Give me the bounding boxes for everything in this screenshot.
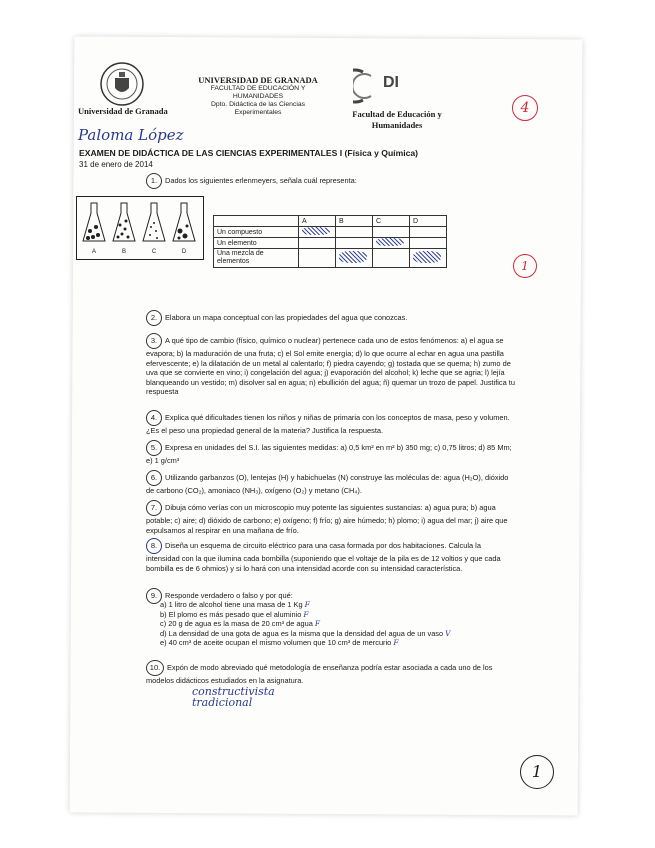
question-4 bbox=[146, 410, 516, 436]
university-name-left: Universidad de Granada bbox=[78, 106, 168, 116]
flask-b bbox=[111, 201, 137, 255]
flask-label: B bbox=[121, 249, 126, 255]
question-5 bbox=[146, 440, 516, 466]
grade-mark-bottom: 1 bbox=[520, 755, 554, 789]
question-7 bbox=[146, 500, 516, 535]
q9-answer: F bbox=[304, 600, 310, 609]
q9-item-text: d) La densidad de una gota de agua es la misma que la densidad del agua de un vaso bbox=[160, 628, 444, 638]
table-header bbox=[214, 216, 299, 227]
exam-date: 31 de enero de 2014 bbox=[79, 160, 153, 169]
pen-scribble-mark bbox=[302, 227, 330, 235]
q9-item bbox=[160, 638, 500, 648]
table-cell-marked bbox=[373, 238, 410, 249]
q9-item-text: c) 20 g de agua es la masa de 20 cm³ de agua bbox=[160, 619, 313, 629]
question-number: 4. bbox=[146, 410, 162, 426]
faculty-line-2: HUMANIDADES bbox=[232, 93, 284, 100]
faculty-logo-text: DI bbox=[383, 74, 399, 91]
q9-item-text: b) El plomo es más pesado que el aluminio bbox=[160, 609, 302, 619]
question-text: A qué tipo de cambio (físico, químico o nuclear) pertenece cada uno de estos fenómenos: a) el agua se evapora; b) la maduración de una fruta; c) el Sol emite energía; d) lo que ocurre al echar en agua una pastilla efervescente; e) la dilatación de un metal al calentarlo; f) piedra cayendo; g) tostada que se quema; h) zumo de uva que se convierte en vino; i) congelación del agua; j) evaporación del alcohol; k) leche que se agria; l) lejía blanqueando un vestido; m) disolver sal en agua; n) ebullición del agua; ñ) quemar un trozo de papel. Justifica tu respuesta bbox=[146, 336, 515, 397]
pen-scribble-mark bbox=[376, 238, 404, 246]
flask-c bbox=[141, 201, 167, 255]
q9-item-text: a) 1 litro de alcohol tiene una masa de 1 Kg bbox=[160, 600, 303, 609]
header-center bbox=[188, 75, 328, 117]
faculty-logo bbox=[353, 62, 411, 110]
table-cell bbox=[336, 227, 373, 238]
question-3 bbox=[146, 333, 516, 397]
table-cell bbox=[373, 249, 410, 268]
table-row bbox=[214, 238, 447, 249]
q9-item bbox=[160, 619, 500, 629]
question-text: Utilizando garbanzos (O), lentejas (H) y habichuelas (N) construye las moléculas de: agua (H₂O), dióxido de carbono (CO₂), amoniaco (NH₃), oxígeno (O₂) y metano (CH₄). bbox=[146, 473, 509, 495]
university-title: UNIVERSIDAD DE GRANADA bbox=[198, 75, 318, 85]
table-cell bbox=[336, 238, 373, 249]
exam-title: EXAMEN DE DIDÁCTICA DE LAS CIENCIAS EXPERIMENTALES I (Física y Química) bbox=[79, 148, 419, 158]
table-header: D bbox=[410, 216, 447, 227]
grade-mark-q1: 1 bbox=[513, 254, 537, 278]
flask-a bbox=[81, 201, 107, 255]
handwritten-line: constructivista bbox=[192, 685, 275, 698]
faculty-right-line-1: Facultad de Educación y bbox=[352, 109, 442, 119]
row-label: Un elemento bbox=[214, 238, 299, 249]
table-header-row bbox=[214, 216, 447, 227]
q9-answer: F bbox=[393, 638, 399, 648]
row-label: Una mezcla de elementos bbox=[214, 249, 299, 268]
table-header: B bbox=[336, 216, 373, 227]
table-cell-marked bbox=[299, 227, 336, 238]
question-6 bbox=[146, 470, 516, 496]
faculty-name-right bbox=[332, 109, 462, 131]
flask-d bbox=[171, 201, 197, 255]
university-seal-icon bbox=[98, 60, 146, 108]
table-cell bbox=[299, 238, 336, 249]
row-label: Un compuesto bbox=[214, 227, 299, 238]
table-cell-marked bbox=[410, 249, 447, 268]
table-header: C bbox=[373, 216, 410, 227]
question-text: Expresa en unidades del S.I. las siguientes medidas: a) 0,5 km² en m² b) 350 mg; c) 0,75 litros; d) 85 Mm; e) 1 g/cm³ bbox=[146, 443, 512, 465]
question-number: 5. bbox=[146, 440, 162, 456]
question-text: Explica qué dificultades tienen los niños y niñas de primaria con los conceptos de masa, peso y volumen. ¿Es el peso una propiedad general de la materia? Justifica la respuesta. bbox=[146, 413, 510, 435]
question-number: 10. bbox=[146, 660, 164, 676]
q9-item bbox=[160, 629, 500, 639]
question-number: 6. bbox=[146, 470, 162, 486]
q9-answer: V bbox=[445, 628, 451, 638]
answer-table bbox=[213, 215, 447, 268]
pen-scribble-mark bbox=[339, 251, 367, 263]
flask-label: A bbox=[91, 249, 96, 255]
table-row bbox=[214, 249, 447, 268]
q9-item-list bbox=[160, 600, 500, 648]
question-text: Diseña un esquema de circuito eléctrico para una casa formada por dos habitaciones. Calcula la intensidad con la que ilumina cada bombilla (suponiendo que el voltaje de la pila es de 12 voltios y que cada bombilla es de 6 ohmios) y si lo hará con una intensidad acorde con su intensidad característica. bbox=[146, 541, 501, 573]
erlenmeyer-figure bbox=[76, 196, 204, 260]
table-cell bbox=[410, 238, 447, 249]
question-10 bbox=[146, 660, 516, 686]
question-1 bbox=[146, 173, 516, 189]
table-cell bbox=[299, 249, 336, 268]
question-text: Dados los siguientes erlenmeyers, señala cuál representa: bbox=[165, 176, 357, 185]
department-line-1: Dpto. Didáctica de las Ciencias bbox=[210, 101, 306, 108]
q10-handwritten-answer bbox=[192, 686, 275, 708]
faculty-right-line-2: Humanidades bbox=[371, 120, 423, 130]
q9-answer: F bbox=[314, 619, 321, 629]
handwritten-line: tradicional bbox=[192, 696, 253, 709]
question-number: 8. bbox=[146, 538, 162, 554]
table-cell bbox=[373, 227, 410, 238]
student-name: Paloma López bbox=[78, 126, 184, 144]
table-cell-marked bbox=[336, 249, 373, 268]
q9-item bbox=[160, 610, 500, 620]
q9-answer: F bbox=[303, 609, 309, 619]
question-2 bbox=[146, 310, 516, 326]
question-text: Elabora un mapa conceptual con las propiedades del agua que conozcas. bbox=[165, 313, 408, 322]
q9-item bbox=[160, 600, 500, 610]
faculty-logo-icon bbox=[353, 62, 411, 110]
table-row bbox=[214, 227, 447, 238]
grade-mark-top: 4 bbox=[512, 95, 538, 121]
flask-label: D bbox=[181, 249, 187, 255]
question-number: 9. bbox=[146, 588, 162, 604]
q9-item-text: e) 40 cm³ de aceite ocupan el mismo volumen que 10 cm³ de mercurio bbox=[160, 638, 392, 648]
question-text: Responde verdadero o falso y por qué: bbox=[165, 591, 293, 600]
question-text: Expón de modo abreviado qué metodología de enseñanza podría estar asociada a cada uno de los modelos didácticos estudiados en la asignatura. bbox=[146, 663, 493, 685]
question-number: 7. bbox=[146, 500, 162, 516]
question-text: Dibuja cómo verías con un microscopio muy potente las siguientes sustancias: a) agua pura; b) agua potable; c) aire; d) dióxido de carbono; e) oxígeno; f) frío; g) aire húmedo; h) plomo; i) agua del mar; j) aire que expulsamos al respirar en una mañana de frío. bbox=[146, 503, 508, 535]
question-number: 3. bbox=[146, 333, 162, 349]
question-number: 2. bbox=[146, 310, 162, 326]
flask-label: C bbox=[151, 249, 157, 255]
question-8 bbox=[146, 538, 516, 573]
pen-scribble-mark bbox=[413, 251, 441, 263]
table-header: A bbox=[299, 216, 336, 227]
department-line-2: Experimentales bbox=[234, 109, 282, 116]
question-number: 1. bbox=[146, 173, 162, 189]
table-cell bbox=[410, 227, 447, 238]
faculty-line-1: FACULTAD DE EDUCACIÓN Y bbox=[210, 85, 306, 92]
